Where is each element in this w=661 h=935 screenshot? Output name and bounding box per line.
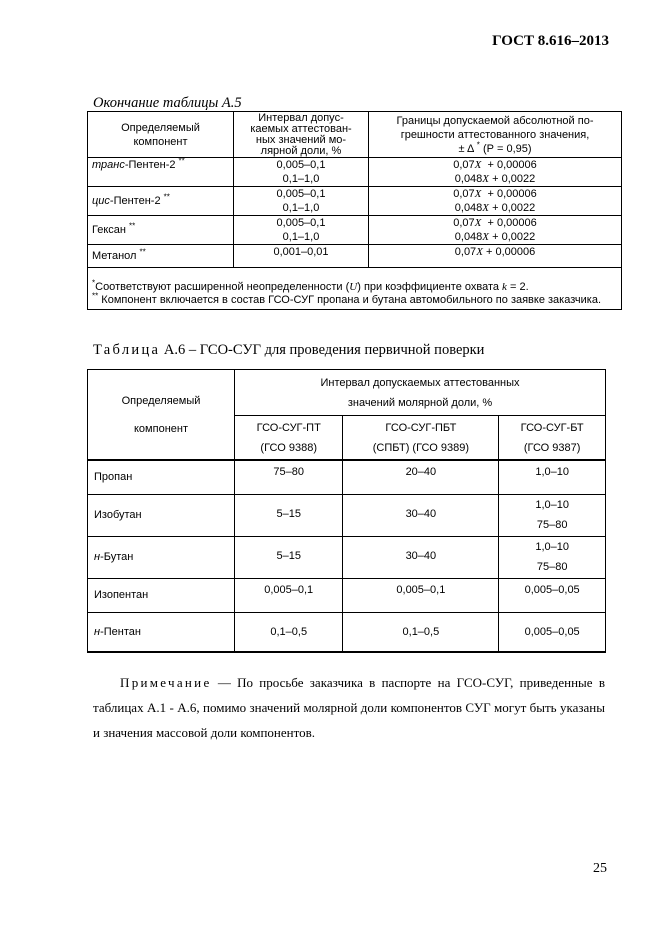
note-paragraph bbox=[93, 670, 605, 745]
table-header-row bbox=[88, 370, 606, 416]
value-cell: 20–40 bbox=[343, 460, 499, 494]
footnote-2: ** Компонент включается в состав ГСО-СУГ пропана и бутана автомобильного по заявке заказчика. bbox=[92, 291, 602, 306]
footnote-1: *Соответствуют расширенной неопределенности (U) при коэффициенте охвата k = 2. bbox=[92, 278, 529, 293]
table-a5-continuation-caption: Окончание таблицы А.5 bbox=[93, 95, 242, 111]
header-gso-sug-pt: ГСО-СУГ-ПТ (ГСО 9388) bbox=[235, 416, 343, 461]
range-cell: 0,1–1,0 bbox=[234, 172, 369, 187]
range-cell: 0,005–0,1 bbox=[234, 158, 369, 173]
table-a6 bbox=[87, 369, 606, 653]
error-cell: 0,048X + 0,0022 bbox=[369, 230, 622, 245]
range-cell: 0,005–0,1 bbox=[234, 216, 369, 231]
value-cell: 0,005–0,1 bbox=[343, 578, 499, 612]
table-row bbox=[88, 536, 606, 578]
table-footnote-row bbox=[88, 268, 622, 310]
component-cell: Метанол ** bbox=[88, 245, 234, 268]
value-cell: 5–15 bbox=[235, 494, 343, 536]
value-cell: 30–40 bbox=[343, 494, 499, 536]
component-cell: транс-Пентен-2 ** bbox=[88, 158, 234, 187]
value-cell: 1,0–10 75–80 bbox=[499, 494, 606, 536]
error-cell: 0,048X + 0,0022 bbox=[369, 201, 622, 216]
value-cell: 0,005–0,1 bbox=[235, 578, 343, 612]
value-cell: 75–80 bbox=[235, 460, 343, 494]
table-a6-caption: Таблица А.6 – ГСО-СУГ для проведения первичной поверки bbox=[93, 342, 485, 358]
table-row bbox=[88, 578, 606, 612]
value-cell: 0,1–0,5 bbox=[235, 612, 343, 652]
range-cell: 0,005–0,1 bbox=[234, 187, 369, 202]
component-cell: Изопентан bbox=[88, 578, 235, 612]
header-gso-sug-pbt: ГСО-СУГ-ПБТ (СПБТ) (ГСО 9389) bbox=[343, 416, 499, 461]
component-cell: Пропан bbox=[88, 460, 235, 494]
component-cell: Изобутан bbox=[88, 494, 235, 536]
table-row bbox=[88, 245, 622, 268]
note-text: — По просьбе заказчика в паспорте на ГСО-СУГ, приведенные в таблицах А.1 - А.6, помимо значений молярной доли компонентов СУГ могут быть указаны и значения массовой доли компонентов. bbox=[93, 675, 605, 740]
table-row bbox=[88, 612, 606, 652]
header-interval-group: Интервал допускаемых аттестованных значений молярной доли, % bbox=[235, 370, 606, 416]
range-cell: 0,1–1,0 bbox=[234, 201, 369, 216]
table-footnotes bbox=[88, 268, 622, 310]
error-cell: 0,07X + 0,00006 bbox=[369, 187, 622, 202]
header-interval: Интервал допус- каемых аттестован- ных значений мо- лярной доли, % bbox=[234, 112, 369, 158]
header-gso-sug-bt: ГСО-СУГ-БТ (ГСО 9387) bbox=[499, 416, 606, 461]
value-cell: 5–15 bbox=[235, 536, 343, 578]
table-a5-end bbox=[87, 111, 622, 310]
value-cell: 0,005–0,05 bbox=[499, 578, 606, 612]
error-cell: 0,07X + 0,00006 bbox=[369, 158, 622, 173]
table-row bbox=[88, 460, 606, 494]
header-component: Определяемый компонент bbox=[88, 370, 235, 461]
table-row bbox=[88, 187, 622, 202]
table-row bbox=[88, 216, 622, 231]
error-cell: 0,07X + 0,00006 bbox=[369, 245, 622, 268]
table-row bbox=[88, 494, 606, 536]
value-cell: 1,0–10 75–80 bbox=[499, 536, 606, 578]
component-cell: н-Пентан bbox=[88, 612, 235, 652]
range-cell: 0,1–1,0 bbox=[234, 230, 369, 245]
value-cell: 0,1–0,5 bbox=[343, 612, 499, 652]
range-cell: 0,001–0,01 bbox=[234, 245, 369, 268]
header-error-bounds: Границы допускаемой абсолютной по- грешности аттестованного значения, ± Δ * (Р = 0,95) bbox=[369, 112, 622, 158]
value-cell: 30–40 bbox=[343, 536, 499, 578]
note-label: Примечание bbox=[120, 675, 212, 690]
component-cell: Гексан ** bbox=[88, 216, 234, 245]
table-header-row bbox=[88, 112, 622, 158]
table-row bbox=[88, 158, 622, 173]
header-component: Определяемый компонент bbox=[88, 112, 234, 158]
error-cell: 0,07X + 0,00006 bbox=[369, 216, 622, 231]
error-cell: 0,048X + 0,0022 bbox=[369, 172, 622, 187]
component-cell: цис-Пентен-2 ** bbox=[88, 187, 234, 216]
value-cell: 0,005–0,05 bbox=[499, 612, 606, 652]
value-cell: 1,0–10 bbox=[499, 460, 606, 494]
component-cell: н-Бутан bbox=[88, 536, 235, 578]
page-number: 25 bbox=[593, 861, 607, 876]
standard-code: ГОСТ 8.616–2013 bbox=[492, 33, 609, 49]
